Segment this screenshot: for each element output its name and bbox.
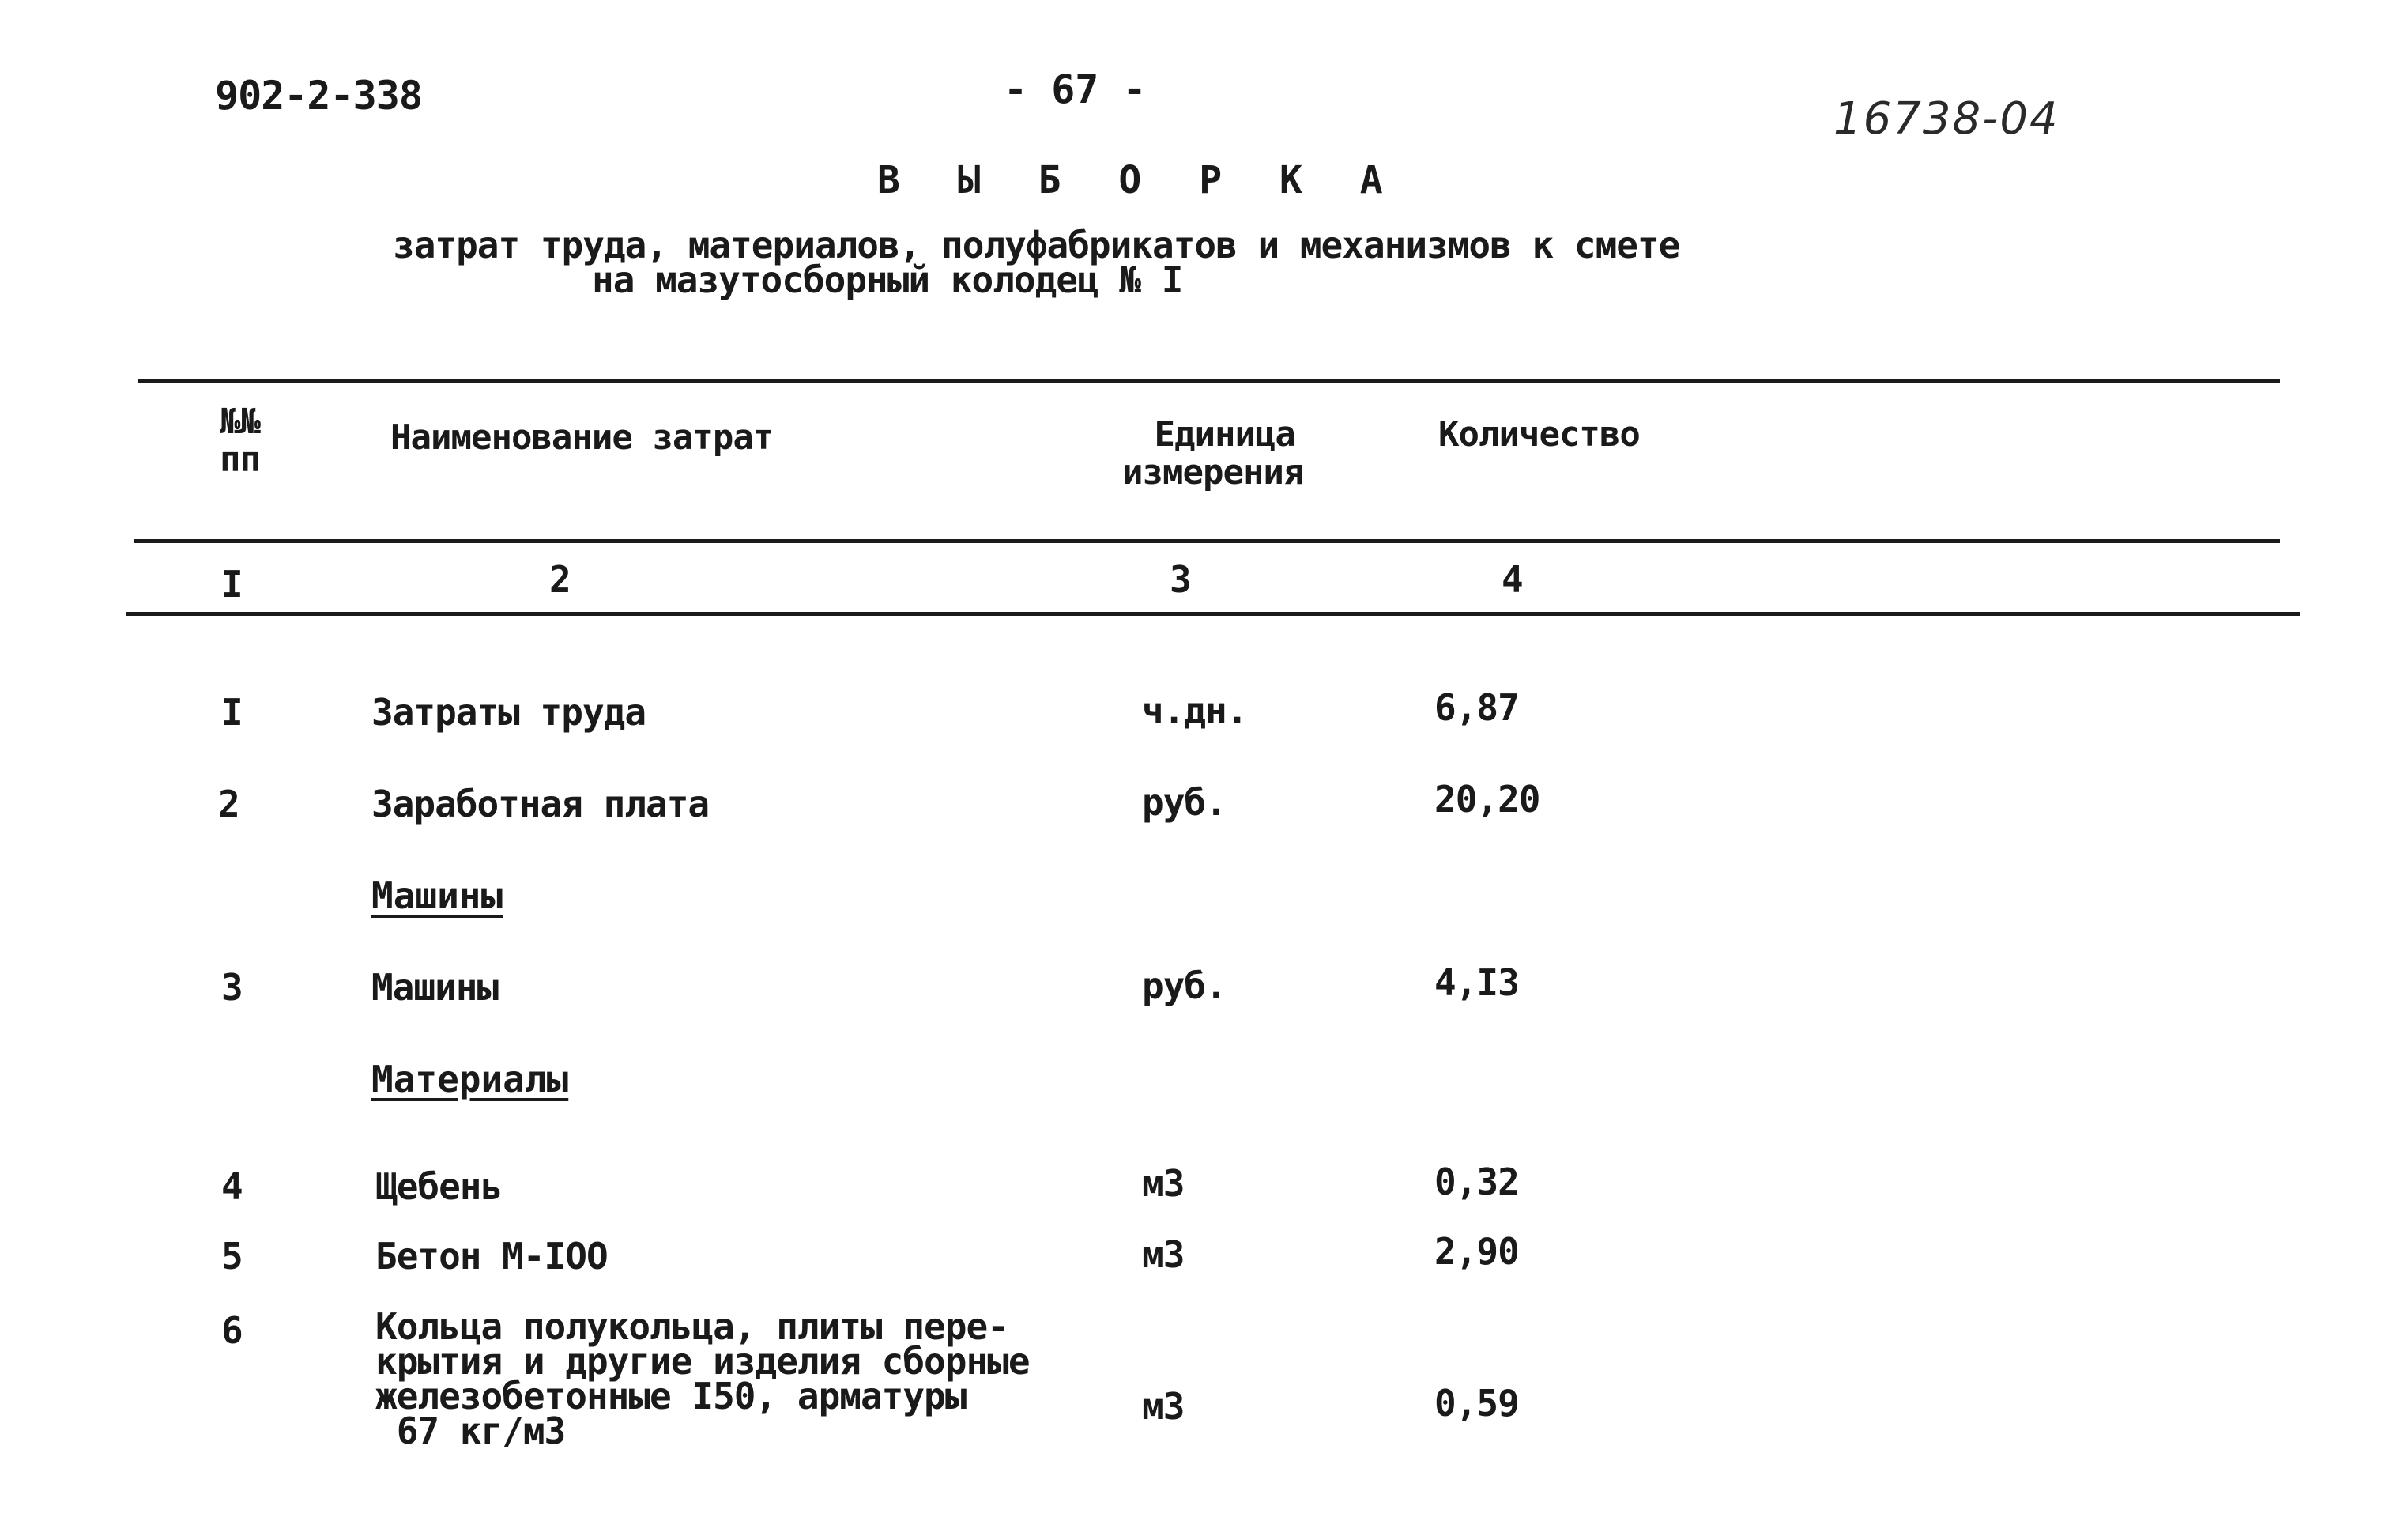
table-top-rule <box>138 379 2280 383</box>
row-unit: ч.дн. <box>1142 689 1248 732</box>
section-heading-machines: Машины <box>371 874 503 917</box>
table-numbers-rule <box>126 612 2300 616</box>
header-quantity: Количество <box>1438 414 1640 455</box>
row-name <box>375 1305 1030 1452</box>
row-name-line: 67 кг/м3 <box>375 1410 566 1452</box>
inventory-number: 16738-04 <box>1833 93 2059 145</box>
document-code: 902-2-338 <box>215 73 422 119</box>
row-quantity: 0,32 <box>1434 1161 1519 1203</box>
row-unit: руб. <box>1142 964 1227 1007</box>
page-number: - 67 - <box>1004 66 1147 112</box>
row-name: Затраты труда <box>371 691 646 734</box>
row-name: Бетон М-IOO <box>375 1235 608 1278</box>
row-number: 3 <box>221 966 243 1009</box>
row-quantity: 4,I3 <box>1434 961 1519 1004</box>
row-quantity: 20,20 <box>1434 778 1540 821</box>
row-name-line: крытия и другие изделия сборные <box>375 1340 1030 1383</box>
header-number-line-1: №№ <box>220 402 260 442</box>
header-unit <box>1122 416 1303 492</box>
column-number-4: 4 <box>1502 558 1524 601</box>
row-quantity: 6,87 <box>1434 686 1519 729</box>
row-number: 4 <box>221 1165 243 1208</box>
column-number-3: 3 <box>1170 558 1192 601</box>
column-number-2: 2 <box>549 558 571 601</box>
page-title: В Ы Б О Р К А <box>877 158 1400 202</box>
row-unit: м3 <box>1142 1162 1185 1205</box>
row-name: Машины <box>371 966 499 1009</box>
row-unit: м3 <box>1142 1385 1185 1428</box>
row-name-line: Кольца полукольца, плиты пере- <box>375 1305 1008 1348</box>
row-number: 5 <box>221 1235 243 1278</box>
row-number: I <box>221 691 243 734</box>
header-name: Наименование затрат <box>390 417 774 458</box>
row-unit: руб. <box>1142 781 1227 824</box>
row-name-line: железобетонные I50, арматуры <box>375 1375 967 1417</box>
header-number-line-2: пп <box>220 440 260 480</box>
page-subtitle <box>393 224 1680 301</box>
row-name: Щебень <box>375 1165 503 1208</box>
section-heading-materials: Материалы <box>371 1058 569 1100</box>
header-number <box>220 403 260 479</box>
row-number: 2 <box>218 783 239 825</box>
header-unit-line-2: измерения <box>1122 452 1304 493</box>
table-header-rule <box>134 539 2280 543</box>
row-quantity: 0,59 <box>1434 1382 1519 1425</box>
row-unit: м3 <box>1142 1233 1185 1276</box>
subtitle-line-1: затрат труда, материалов, полуфабрикатов и механизмов к смете <box>393 224 1680 266</box>
column-number-1: I <box>221 563 243 606</box>
row-name: Заработная плата <box>371 783 710 825</box>
subtitle-line-2: на мазутосборный колодец № I <box>592 259 1183 301</box>
row-number: 6 <box>221 1309 243 1352</box>
row-quantity: 2,90 <box>1434 1230 1519 1273</box>
header-unit-line-1: Единица <box>1154 414 1295 455</box>
